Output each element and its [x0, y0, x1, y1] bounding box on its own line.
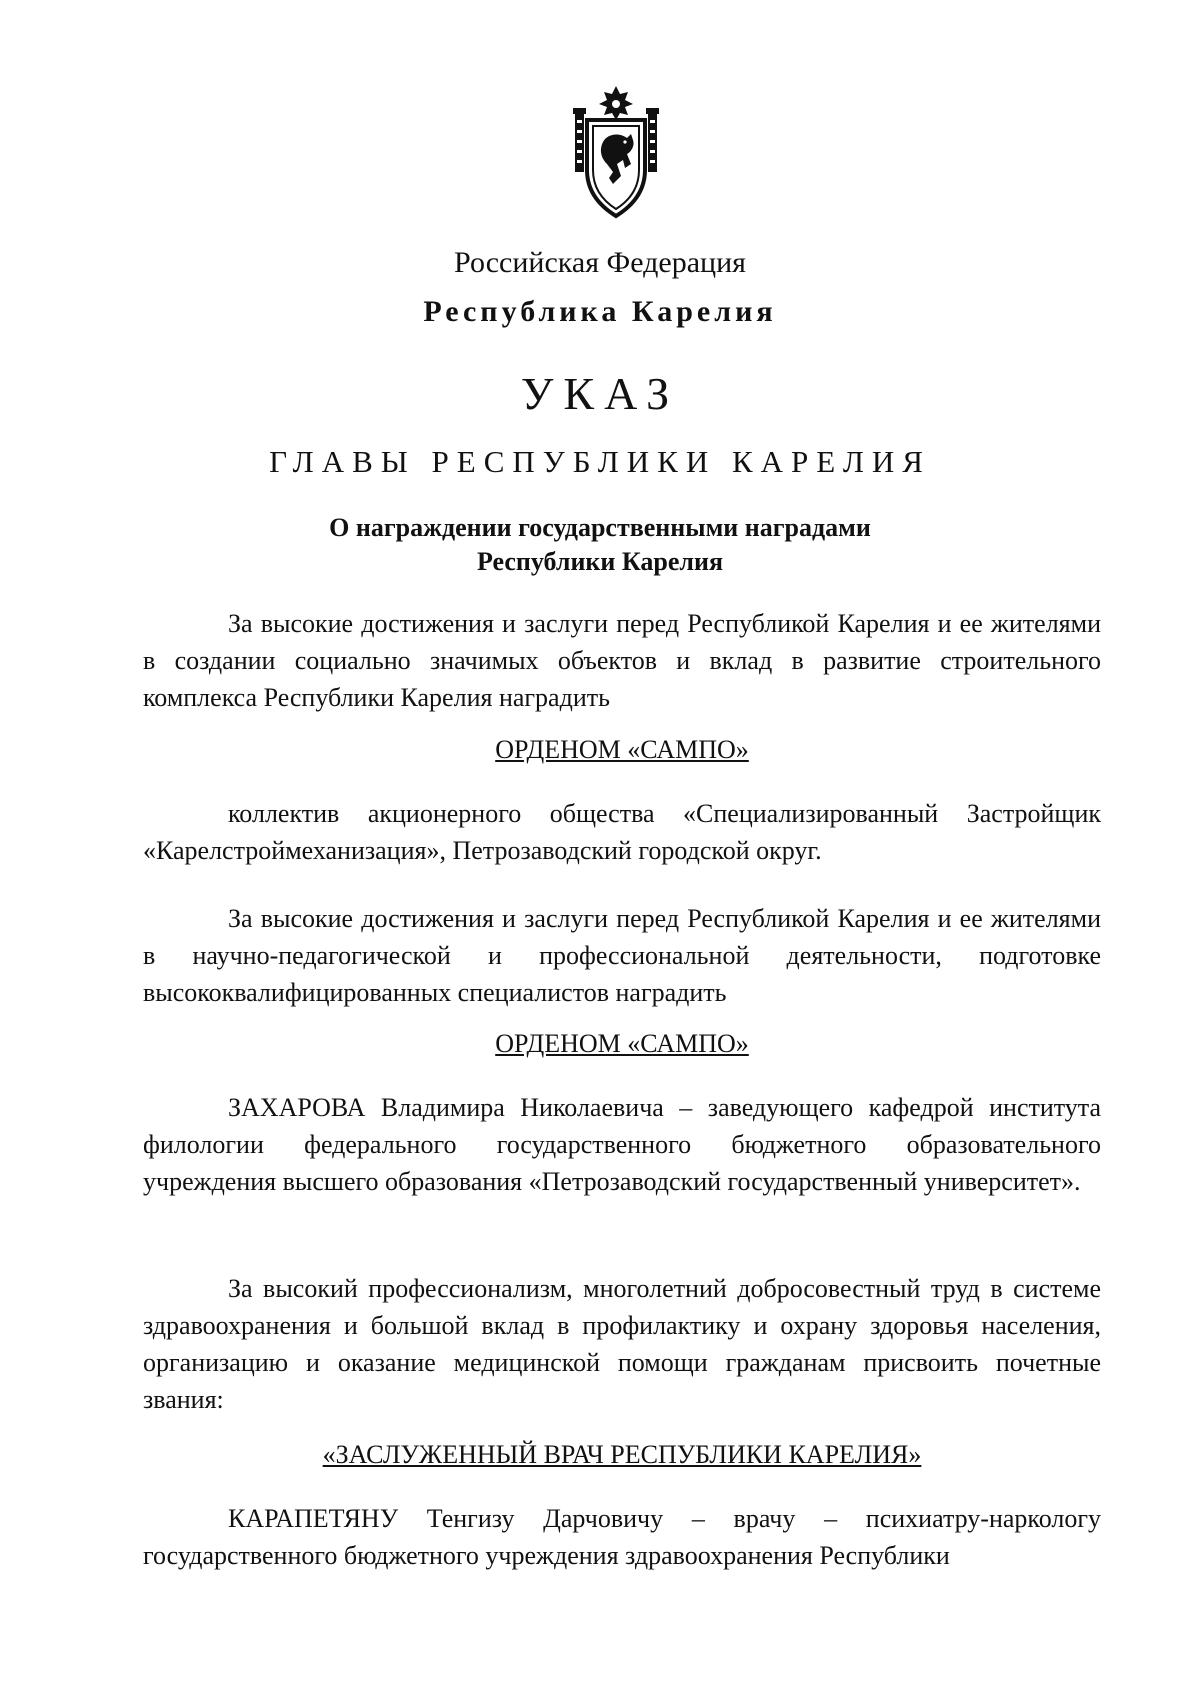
country-name: Российская Федерация — [454, 246, 746, 279]
paragraph-5: За высокий профессионализм, многолетний добросовестный труд в системе здравоохранения и большой вклад в профилактику и охрану здоровья населения, организацию и оказание медицинской помощи гражданам присвоить почетные звания: — [143, 1274, 1101, 1414]
republic-name: Республика Карелия — [423, 295, 777, 328]
award-title-1: ОРДЕНОМ «САМПО» — [495, 735, 749, 764]
paragraph-1: За высокие достижения и заслуги перед Республикой Карелия и ее жителями в создании социально значимых объектов и вклад в развитие строительного комплекса Республики Карелия наградить — [143, 609, 1101, 712]
subject-line-2: Республики Карелия — [476, 547, 724, 576]
coat-of-arms-icon — [573, 84, 659, 220]
paragraph-2: коллектив акционерного общества «Специализированный Застройщик «Карелстроймеханизация», Петрозаводский городской округ. — [143, 799, 1101, 865]
issuer-title: ГЛАВЫ РЕСПУБЛИКИ КАРЕЛИЯ — [269, 444, 931, 479]
decree-subject — [0, 511, 1200, 579]
paragraph-4: ЗАХАРОВА Владимира Николаевича – заведующего кафедрой института филологии федерального государственного бюджетного образовательного учреждения высшего образования «Петрозаводский государственный университет». — [143, 1093, 1101, 1196]
award-title-3: «ЗАСЛУЖЕННЫЙ ВРАЧ РЕСПУБЛИКИ КАРЕЛИЯ» — [322, 1440, 922, 1469]
paragraph-6: КАРАПЕТЯНУ Тенгизу Дарчовичу – врачу – психиатру-наркологу государственного бюджетного учреждения здравоохранения Республики — [143, 1504, 1101, 1570]
award-title-2: ОРДЕНОМ «САМПО» — [495, 1029, 749, 1058]
subject-line-1: О награждении государственными наградами — [329, 513, 871, 542]
document-type: УКАЗ — [520, 368, 680, 419]
paragraph-3: За высокие достижения и заслуги перед Республикой Карелия и ее жителями в научно-педагогической и профессиональной деятельности, подготовке высококвалифицированных специалистов наградить — [143, 904, 1101, 1007]
